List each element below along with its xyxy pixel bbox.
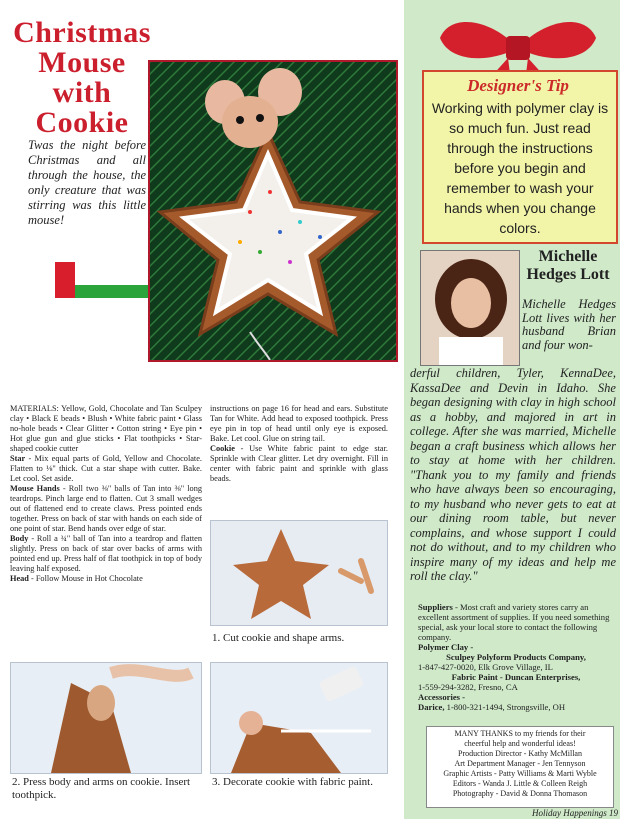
caption-step-3: 3. Decorate cookie with fabric paint. xyxy=(212,776,373,788)
instructions-column-1 xyxy=(10,404,202,584)
caption-step-1: 1. Cut cookie and shape arms. xyxy=(212,632,345,644)
tip-text: Working with polymer clay is so much fun. Just read through the instructions before you begin and remember to wash your hands when you change colors. xyxy=(431,100,609,236)
page-footer: Holiday Happenings 19 xyxy=(532,808,618,818)
suppliers-text: - Most craft and variety stores carry an excellent assortment of supplies. If you need something special, ask your local store to contact the following company. xyxy=(418,602,610,642)
tip-title: Designer's Tip xyxy=(467,76,569,95)
step-text: - Roll a ¾" ball of Tan into a teardrop and flatten slightly. Press on back of star over backs of arms with pointed end up. Press half of flat toothpick in top of body leaving half exposed. xyxy=(10,534,202,573)
caption-step-2: 2. Press body and arms on cookie. Insert toothpick. xyxy=(12,776,191,801)
designer-portrait xyxy=(420,250,520,366)
supplier-company: Darice, xyxy=(418,702,445,712)
step-photo-1 xyxy=(210,520,388,626)
designer-bio-part1: Michelle Hedges Lott lives with her husband Brian and four won- xyxy=(522,297,616,352)
supplier-heading: Accessories - xyxy=(418,692,466,702)
title-line: Cookie xyxy=(35,106,129,139)
title-line: Christmas xyxy=(13,16,151,49)
step-label: Star xyxy=(10,454,26,463)
supplier-contact: 1-800-321-1494, Strongsville, OH xyxy=(446,702,566,712)
credits-line: Graphic Artists - Patty Williams & Marti Wyble xyxy=(443,769,597,778)
article-title xyxy=(8,18,156,138)
step-label: Body xyxy=(10,534,29,543)
step-label: Mouse Hands xyxy=(10,484,60,493)
step-text: - Mix equal parts of Gold, Yellow and Chocolate. Flatten to ⅛" thick. Cut a star shape with cutter. Bake. Let cool. Set aside. xyxy=(10,454,202,483)
title-line: with xyxy=(52,76,112,109)
decor-red-block xyxy=(55,262,75,298)
intro-poem: Twas the night before Christmas and all through the house, the only creature that was stirring was this little mouse! xyxy=(28,138,146,227)
step-text: - Follow Mouse in Hot Chocolate xyxy=(30,574,143,583)
materials-label: MATERIALS: xyxy=(10,404,59,413)
credits-box xyxy=(426,726,614,808)
step-photo-3 xyxy=(210,662,388,774)
designer-bio-part2 xyxy=(410,366,616,584)
credits-line: Editors - Wanda J. Little & Colleen Reigh xyxy=(452,779,588,788)
designer-name: Michelle Hedges Lott xyxy=(526,248,610,283)
supplier-company: Sculpey Polyform Products Company, xyxy=(446,652,586,662)
step-label: Cookie xyxy=(210,444,235,453)
supplier-heading: Polymer Clay - xyxy=(418,642,474,652)
credits-line: MANY THANKS to my friends for their xyxy=(454,729,586,738)
step-label: Head xyxy=(10,574,29,583)
step-text: - Roll two ⅜" balls of Tan into ⅜" long teardrops. Pinch large end to flatten. Cut 3 small wedges out of flattened end to create claws. Press pointed ends together. Press on back of star with hands on each side of one point of star. Bend hands over edge of star. xyxy=(10,484,203,533)
suppliers-label: Suppliers xyxy=(418,602,453,612)
title-line: Mouse xyxy=(38,46,126,79)
credits-line: Production Director - Kathy McMillan xyxy=(458,749,582,758)
head-instructions-text: instructions on page 16 for head and ears. Substitute Tan for White. Add head to exposed toothpick. Press eye pin in top of head until only eye is exposed. Bake. Let cool. Glue on string tail. xyxy=(210,404,388,443)
materials-list: Yellow, Gold, Chocolate and Tan Sculpey clay • Black E beads • Blush • White fabric paint • Glass no-hole beads • Clear Glitter • Cotton string • Eye pin • Hot glue gun and glue sticks • Flat toothpicks • Star-shaped cookie cutter xyxy=(10,404,202,453)
credits-line: Photography - David & Donna Thomason xyxy=(452,789,588,798)
designer-quote: "Thank you to my family and friends who have always been so encouraging, to my husband who never gets to eat at our dining room table, but never complains, and whose support I could not do without, and to my children who inspire many of my ideas and help me roll the clay." xyxy=(410,467,616,583)
instructions-column-2 xyxy=(210,404,388,484)
suppliers-section xyxy=(418,602,614,712)
credits-line: cheerful help and wonderful ideas! xyxy=(464,739,576,748)
supplier-contact: 1-559-294-3282, Fresno, CA xyxy=(418,682,518,692)
main-photo-mouse-cookie xyxy=(148,60,398,362)
supplier-contact: 1-847-427-0020, Elk Grove Village, IL xyxy=(418,662,553,672)
credits-line: Art Department Manager - Jen Tennyson xyxy=(454,759,586,768)
step-text: - Use White fabric paint to edge star. Sprinkle with Clear glitter. Let dry overnight. Fill in center with fabric paint and sprinkle with glass beads. xyxy=(210,444,388,483)
supplier-heading: Fabric Paint - Duncan Enterprises, xyxy=(451,672,581,682)
step-photo-2 xyxy=(10,662,202,774)
bio-text: derful children, Tyler, KennaDee, KassaDee and Devin in Idaho. She began designing with clay in high school as a hobby, and majored in art in college. After she was married, Michelle began a craft business which allows her to stay at home with her children. xyxy=(410,366,616,467)
red-bow-decor xyxy=(420,8,616,78)
